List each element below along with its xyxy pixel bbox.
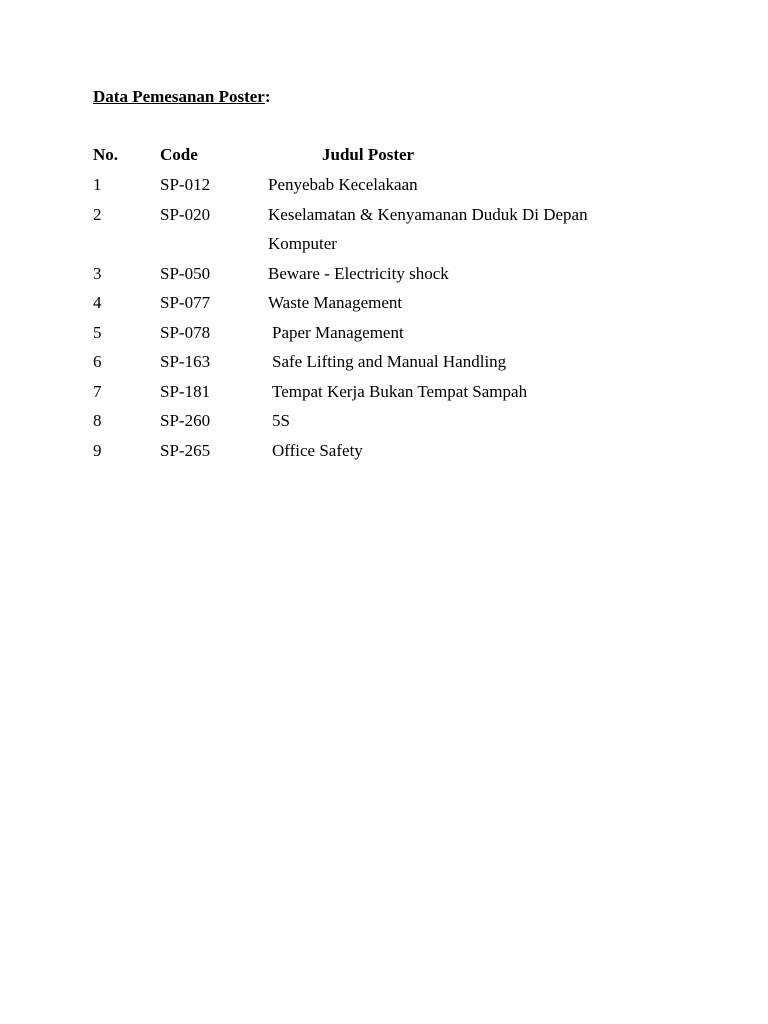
table-row [93, 410, 653, 440]
table-row-continuation [93, 233, 653, 263]
row-no: 4 [93, 293, 102, 312]
table-row [93, 381, 653, 411]
row-title: Tempat Kerja Bukan Tempat Sampah [272, 381, 528, 401]
row-no: 6 [93, 352, 102, 371]
header-no: No. [93, 145, 119, 164]
row-title: Beware - Electricity shock [268, 263, 449, 283]
row-code: SP-012 [160, 175, 211, 194]
table-row [93, 292, 653, 322]
header-code: Code [160, 145, 198, 164]
document-title-text: Data Pemesanan Poster [93, 87, 265, 106]
row-no: 1 [93, 175, 102, 194]
row-title: Office Safety [272, 440, 363, 460]
row-no: 5 [93, 322, 102, 342]
header-title: Judul Poster [322, 145, 415, 164]
row-no: 3 [93, 263, 102, 283]
document-title [93, 86, 271, 108]
row-title: Komputer [268, 234, 337, 253]
row-code: SP-163 [160, 352, 211, 371]
row-title: Waste Management [268, 293, 403, 312]
row-code: SP-181 [160, 381, 211, 401]
row-no: 2 [93, 204, 102, 224]
row-no: 7 [93, 381, 102, 401]
poster-order-table [93, 144, 653, 469]
row-code: SP-078 [160, 322, 211, 342]
row-title: Penyebab Kecelakaan [268, 175, 418, 194]
row-code: SP-265 [160, 440, 211, 460]
row-title: Keselamatan & Kenyamanan Duduk Di Depan [268, 204, 588, 224]
row-no: 9 [93, 440, 102, 460]
table-row [93, 322, 653, 352]
table-row [93, 174, 653, 204]
table-row [93, 440, 653, 470]
row-title: Paper Management [272, 322, 404, 342]
row-no: 8 [93, 411, 102, 430]
row-code: SP-077 [160, 293, 211, 312]
document-title-suffix: : [264, 87, 271, 106]
table-row [93, 263, 653, 293]
row-code: SP-260 [160, 411, 211, 430]
row-code: SP-020 [160, 204, 211, 224]
row-title: 5S [272, 411, 290, 430]
table-row [93, 351, 653, 381]
table-row [93, 204, 653, 234]
row-code: SP-050 [160, 263, 211, 283]
table-header-row [93, 144, 653, 174]
row-title: Safe Lifting and Manual Handling [272, 352, 507, 371]
